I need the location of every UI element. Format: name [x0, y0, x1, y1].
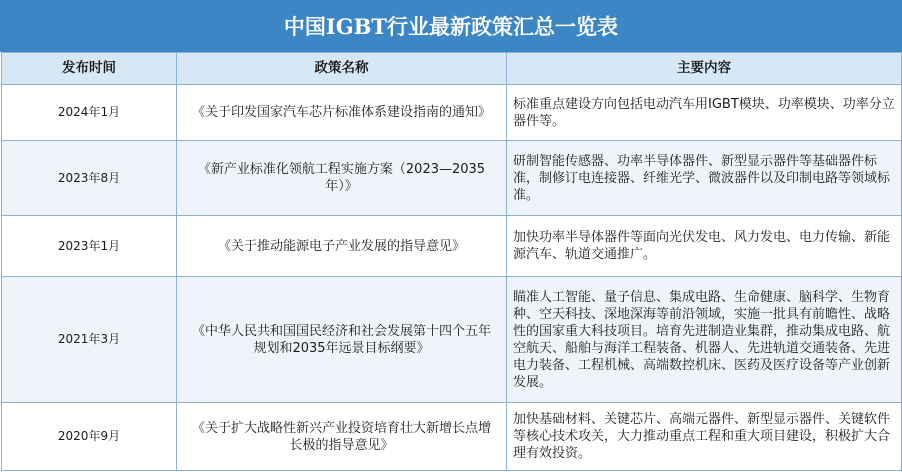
- header-content: 主要内容: [507, 53, 902, 85]
- row-content: 加快功率半导体器件等面向光伏发电、风力发电、电力传输、新能源汽车、轨道交通推广。: [507, 216, 902, 277]
- header-date: 发布时间: [2, 53, 177, 85]
- row-content: 标准重点建设方向包括电动汽车用IGBT模块、功率模块、功率分立器件等。: [507, 85, 902, 141]
- row-policy: 《关于推动能源电子产业发展的指导意见》: [177, 216, 507, 277]
- row-date: 2023年8月: [2, 141, 177, 216]
- header-policy: 政策名称: [177, 53, 507, 85]
- row-content: 加快基础材料、关键芯片、高端元器件、新型显示器件、关键软件等核心技术攻关，大力推动重点工程和重大项目建设，积极扩大合理有效投资。: [507, 403, 902, 471]
- row-date: 2020年9月: [2, 403, 177, 471]
- table-row: [2, 403, 902, 471]
- table-row: [2, 277, 902, 403]
- row-policy: 《关于扩大战略性新兴产业投资培育壮大新增长点增长极的指导意见》: [177, 403, 507, 471]
- row-content: 研制智能传感器、功率半导体器件、新型显示器件等基础器件标准，制修订电连接器、纤维光学、微波器件以及印制电路等领域标准。: [507, 141, 902, 216]
- row-date: 2021年3月: [2, 277, 177, 403]
- row-policy: 《中华人民共和国国民经济和社会发展第十四个五年规划和2035年远景目标纲要》: [177, 277, 507, 403]
- table-row: [2, 141, 902, 216]
- row-policy: 《新产业标准化领航工程实施方案（2023—2035年）》: [177, 141, 507, 216]
- table-row: [2, 85, 902, 141]
- row-date: 2024年1月: [2, 85, 177, 141]
- row-date: 2023年1月: [2, 216, 177, 277]
- policy-table: [1, 52, 902, 471]
- row-content: 瞄准人工智能、量子信息、集成电路、生命健康、脑科学、生物育种、空天科技、深地深海等前沿领域，实施一批具有前瞻性、战略性的国家重大科技项目。培育先进制造业集群，推动集成电路、航空航天、船舶与海洋工程装备、机器人、先进轨道交通装备、先进电力装备、工程机械、高端数控机床、医药及医疗设备等产业创新发展。: [507, 277, 902, 403]
- header-row: [2, 53, 902, 85]
- row-policy: 《关于印发国家汽车芯片标准体系建设指南的通知》: [177, 85, 507, 141]
- table-title: 中国IGBT行业最新政策汇总一览表: [0, 0, 902, 52]
- table-row: [2, 216, 902, 277]
